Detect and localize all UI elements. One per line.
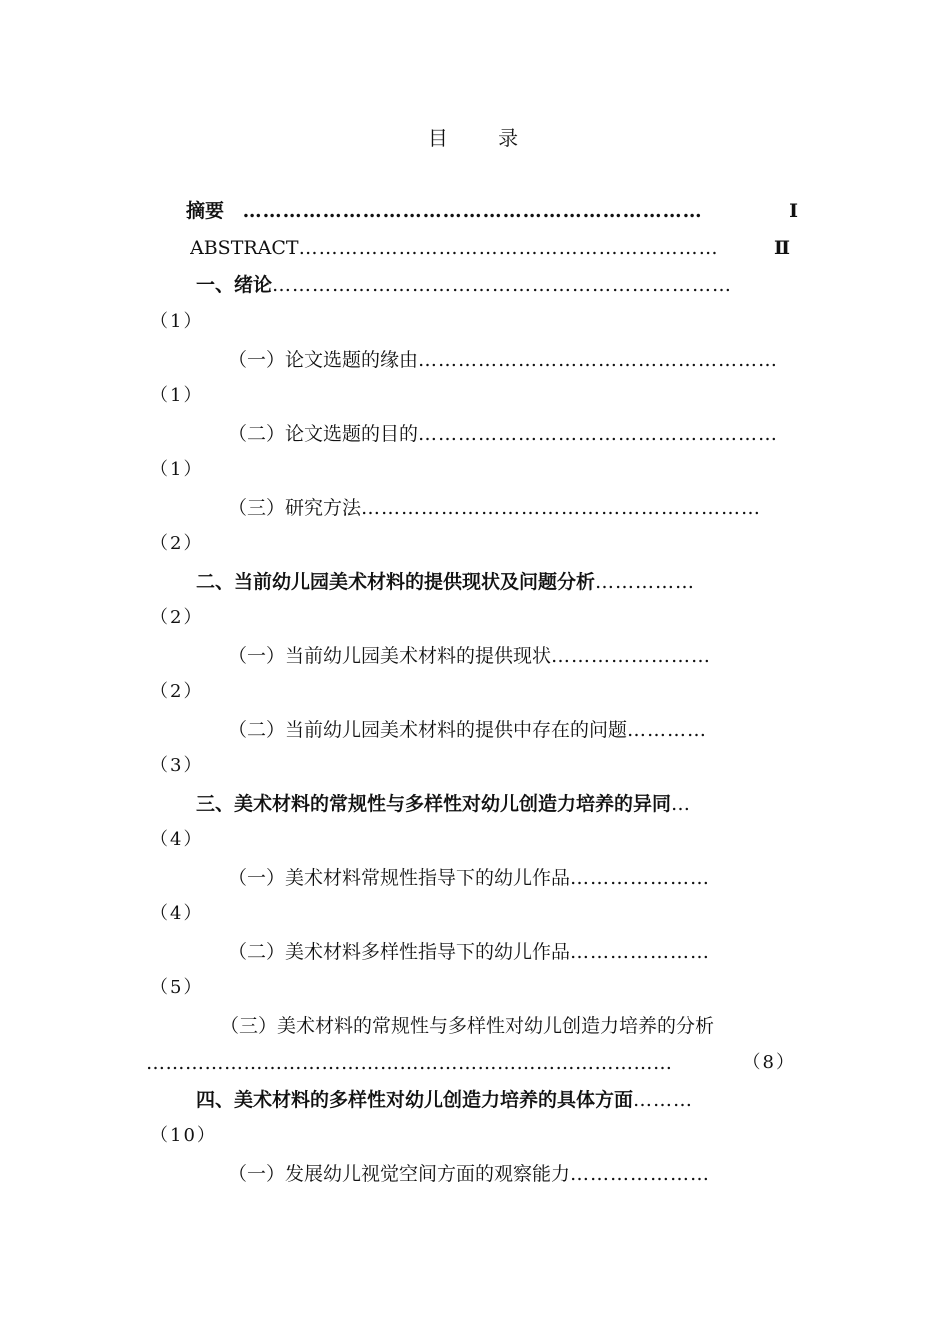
toc-entry-chapter-1[interactable] — [196, 272, 806, 298]
toc-leader-dots: ……………………………………………… — [418, 349, 779, 371]
toc-entry-section-3-3[interactable] — [220, 1013, 810, 1039]
toc-entry-section-2-1[interactable] — [228, 643, 806, 669]
toc-leader-dots: ………………… — [570, 941, 711, 963]
toc-entry-page: Ⅱ — [773, 237, 790, 259]
toc-entry-label: （三）研究方法 — [228, 497, 362, 519]
toc-entry-page: （3） — [150, 755, 204, 776]
toc-entry-section-1-2[interactable] — [228, 421, 806, 447]
toc-entry-label: 摘要 — [186, 200, 225, 222]
toc-entry-page: （2） — [150, 533, 204, 554]
toc-entry-chapter-2[interactable] — [196, 569, 806, 595]
toc-entry-page: （1） — [150, 385, 204, 406]
toc-leader-dots: ……………………………………………………… — [298, 237, 719, 259]
toc-leader-dots: …………………………………………………… — [361, 497, 762, 519]
toc-leader-dots: ……………………………………………………………………… — [146, 1052, 673, 1074]
toc-entry-label: （一）论文选题的缘由 — [228, 349, 419, 371]
toc-leader-dots: …………… — [595, 571, 696, 593]
toc-entry-label: ABSTRACT — [190, 237, 299, 259]
toc-entry-page: （8） — [742, 1052, 796, 1073]
toc-entry-label: （二）当前幼儿园美术材料的提供中存在的问题 — [228, 719, 628, 741]
toc-entry-page: （2） — [150, 607, 204, 628]
toc-leader-dots: …………………………………………………………… — [272, 274, 733, 296]
toc-entry-chapter-3[interactable] — [196, 791, 806, 817]
toc-entry-section-1-3[interactable] — [228, 495, 806, 521]
toc-entry-label: （二）美术材料多样性指导下的幼儿作品 — [228, 941, 571, 963]
toc-leader-dots: ……………………………………………… — [418, 423, 779, 445]
toc-entry-page: （4） — [150, 903, 204, 924]
toc-leader-dots: ………… — [627, 719, 708, 741]
toc-entry-page: （1） — [150, 311, 204, 332]
toc-entry-page: （10） — [150, 1125, 217, 1146]
toc-title: 目 录 — [427, 126, 541, 150]
toc-entry-abstract-en[interactable] — [190, 235, 790, 261]
toc-leader-dots: …………………… — [551, 645, 712, 667]
toc-leader-dots: ……… — [633, 1089, 694, 1111]
toc-entry-label: （三）美术材料的常规性与多样性对幼儿创造力培养的分析 — [220, 1015, 715, 1037]
toc-entry-page: （1） — [150, 459, 204, 480]
toc-entry-section-3-2[interactable] — [228, 939, 806, 965]
toc-entry-label: 四、美术材料的多样性对幼儿创造力培养的具体方面 — [196, 1089, 634, 1111]
toc-entry-label: （一）当前幼儿园美术材料的提供现状 — [228, 645, 552, 667]
toc-entry-section-1-1[interactable] — [228, 347, 806, 373]
toc-entry-section-3-1[interactable] — [228, 865, 806, 891]
toc-entry-label: （一）发展幼儿视觉空间方面的观察能力 — [228, 1163, 571, 1185]
toc-entry-label: 二、当前幼儿园美术材料的提供现状及问题分析 — [196, 571, 596, 593]
toc-entry-label: 三、美术材料的常规性与多样性对幼儿创造力培养的异同 — [196, 793, 672, 815]
toc-entry-chapter-4[interactable] — [196, 1087, 806, 1113]
toc-entry-section-2-2[interactable] — [228, 717, 806, 743]
toc-entry-section-3-3-leader[interactable] — [146, 1050, 796, 1076]
toc-entry-page: （5） — [150, 977, 204, 998]
toc-entry-label: （一）美术材料常规性指导下的幼儿作品 — [228, 867, 571, 889]
toc-leader-dots: ………………… — [570, 1163, 711, 1185]
toc-leader-dots: … — [671, 793, 692, 815]
toc-entry-page: （2） — [150, 681, 204, 702]
toc-entry-page: Ⅰ — [789, 200, 798, 222]
toc-entry-section-4-1[interactable] — [228, 1161, 806, 1187]
toc-leader-dots: …………………………………………………………… — [242, 200, 703, 222]
toc-entry-page: （4） — [150, 829, 204, 850]
toc-entry-label: （二）论文选题的目的 — [228, 423, 419, 445]
toc-entry-label: 一、绪论 — [196, 274, 273, 296]
toc-leader-dots: ………………… — [570, 867, 711, 889]
toc-entry-abstract-cn[interactable] — [186, 198, 798, 224]
